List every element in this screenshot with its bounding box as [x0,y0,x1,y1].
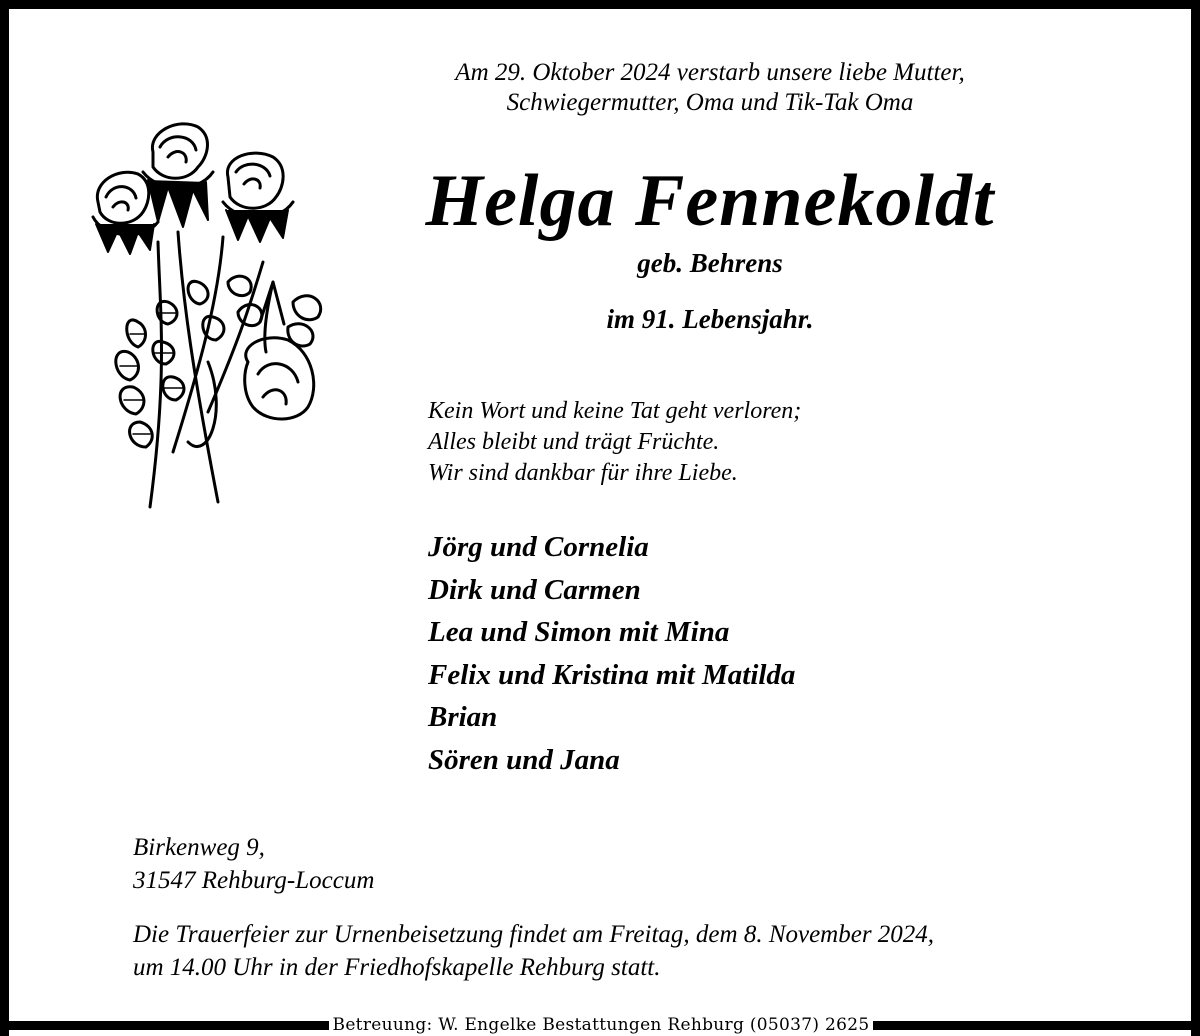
mourner: Lea und Simon mit Mina [428,616,730,648]
intro-line-1: Am 29. Oktober 2024 verstarb unsere liebe Mutter, [455,59,965,86]
intro-text [300,58,1120,118]
mourners-list [428,526,795,781]
service-line-1: Die Trauerfeier zur Urnenbeisetzung findet am Freitag, dem 8. November 2024, [133,921,935,948]
mourner: Felix und Kristina mit Matilda [428,658,796,691]
mourner: Dirk und Carmen [428,573,641,606]
address [133,831,374,897]
mourner: Jörg und Cornelia [428,531,649,563]
footer-rule-right [873,1021,1191,1030]
poem-line: Wir sind dankbar für ihre Liebe. [428,460,738,486]
service-info [133,918,934,984]
poem-line: Alles bleibt und trägt Früchte. [428,429,720,455]
service-line-2: um 14.00 Uhr in der Friedhofskapelle Rehburg statt. [133,954,661,981]
mourner: Sören und Jana [428,743,620,776]
intro-line-2: Schwiegermutter, Oma und Tik-Tak Oma [506,89,914,116]
poem-line: Kein Wort und keine Tat geht verloren; [428,398,802,424]
footer-rule-left [9,1021,329,1030]
deceased-name: Helga Fennekoldt [425,160,995,242]
maiden-name: geb. Behrens [637,248,783,278]
address-city: 31547 Rehburg-Loccum [133,867,375,894]
age-line: im 91. Lebensjahr. [606,304,814,334]
footer-text: Betreuung: W. Engelke Bestattungen Rehburg (05037) 2625 [332,1015,870,1035]
footer [0,1014,1200,1036]
poem [428,396,801,489]
mourner: Brian [428,701,498,733]
address-street: Birkenweg 9, [133,834,265,861]
roses-bouquet-icon [88,112,328,522]
